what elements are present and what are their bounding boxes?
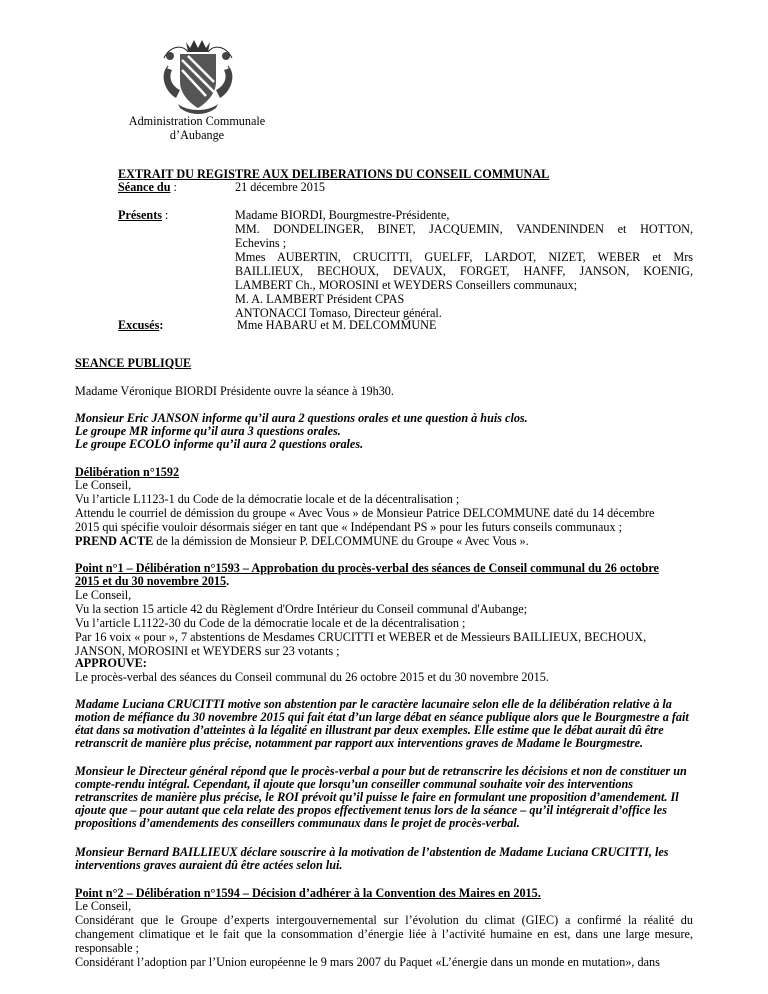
crucitti-line: Madame Luciana CRUCITTI motive son abstention par le caractère lacunaire selon elle de la délibération relative à la (75, 697, 672, 711)
seance-date: 21 décembre 2015 (235, 180, 326, 194)
delib-1592-title: Délibération n°1592 (75, 465, 180, 479)
presents-colon: : (162, 208, 169, 222)
presents-line: LAMBERT Ch., MOROSINI et WEYDERS Conseillers communaux; (235, 278, 578, 292)
seance-label: Séance du (118, 180, 171, 194)
excuses-label: Excusés (118, 318, 160, 332)
presents-line: Echevins ; (235, 236, 287, 250)
point-2-line: changement climatique et le fait que la consommation d’énergie liée à l’activité humaine en est, dans une large mesure, (75, 927, 693, 941)
prend-acte-text: de la démission de Monsieur P. DELCOMMUNE du Groupe « Avec Vous ». (153, 534, 529, 548)
presents-label-line (118, 208, 168, 222)
admin-line-2: d’Aubange (169, 128, 225, 142)
point-1-line: Vu la section 15 article 42 du Règlement d'Ordre Intérieur du Conseil communal d'Aubange; (75, 602, 528, 616)
point-1-line: Par 16 voix « pour », 7 abstentions de Mesdames CRUCITTI et WEBER et de Messieurs BAILLIEUX, BECHOUX, (75, 630, 647, 644)
point-2-line: Considérant que le Groupe d’experts intergouvernemental sur l’évolution du climat (GIEC) a confirmé la réalité du (75, 913, 693, 927)
prend-acte-label: PREND ACTE (75, 534, 154, 548)
opening-line: Madame Véronique BIORDI Présidente ouvre la séance à 19h30. (75, 384, 394, 398)
question-line: Monsieur Eric JANSON informe qu’il aura 2 questions orales et une question à huis clos. (75, 411, 528, 425)
presents-line: MM. DONDELINGER, BINET, JACQUEMIN, VANDENINDEN et HOTTON, (235, 222, 693, 236)
point-1-line: Vu l’article L1122-30 du Code de la démocratie locale et de la décentralisation ; (75, 616, 466, 630)
point-2-line: responsable ; (75, 941, 139, 955)
baillieux-line: interventions graves auraient dû être actées selon lui. (75, 858, 343, 872)
approuve-label: APPROUVE: (75, 656, 147, 670)
question-line: Le groupe MR informe qu’il aura 3 questions orales. (75, 424, 341, 438)
point-2-line: Le Conseil, (75, 899, 132, 913)
delib-1592-line: Le Conseil, (75, 478, 132, 492)
baillieux-line: Monsieur Bernard BAILLIEUX déclare souscrire à la motivation de l’abstention de Madame Luciana CRUCITTI, les (75, 845, 669, 859)
crucitti-line: état dans sa motivation d’atteintes à la légalité en illustrant par deux exemples. Elle estime que le débat aurait dû être (75, 723, 664, 737)
excuses-label-line (118, 318, 163, 332)
presents-line: Mmes AUBERTIN, CRUCITTI, GUELFF, LARDOT, NIZET, WEBER et Mrs (235, 250, 693, 264)
presents-line: ANTONACCI Tomaso, Directeur général. (235, 306, 442, 320)
directeur-line: ajoute que – pour autant que cela relate des propos effectivement tenus lors de la séance – qu’il intégrerait d’office les (75, 803, 667, 817)
excuses-colon: : (159, 318, 164, 332)
prend-acte-line (75, 534, 529, 548)
directeur-line: propositions d’amendements des conseillers communaux dans le projet de procès-verbal. (75, 816, 520, 830)
point-1-line: JANSON, MOROSINI et WEYDERS sur 23 votants ; (75, 644, 340, 658)
point-1-line: Le Conseil, (75, 588, 132, 602)
seance-colon: : (170, 180, 177, 194)
coat-of-arms-logo (158, 38, 238, 116)
presents-label: Présents (118, 208, 162, 222)
question-line: Le groupe ECOLO informe qu’il aura 2 questions orales. (75, 437, 364, 451)
presents-line: BAILLIEUX, BECHOUX, DEVAUX, FORGET, HANFF, JANSON, KOENIG, (235, 264, 693, 278)
delib-1592-line: Vu l’article L1123-1 du Code de la démocratie locale et de la décentralisation ; (75, 492, 460, 506)
directeur-line: compte-rendu intégral. Cependant, il ajoute que lorsqu’un conseiller communal souhaite voir des interventions (75, 777, 633, 791)
delib-1592-line: Attendu le courriel de démission du groupe « Avec Vous » de Monsieur Patrice DELCOMMUNE daté du 14 décembre (75, 506, 655, 520)
excuses-value: Mme HABARU et M. DELCOMMUNE (237, 318, 437, 332)
point-1-title: Point n°1 – Délibération n°1593 – Approbation du procès-verbal des séances de Conseil communal du 26 octobre (75, 561, 659, 575)
admin-line-1: Administration Communale (128, 114, 266, 128)
directeur-line: retranscrites de manière plus précise, le ROI prévoit qu’il puisse le faire en formulant une proposition d’amendement. Il (75, 790, 679, 804)
seance-label-line (118, 180, 177, 194)
seance-publique-heading: SEANCE PUBLIQUE (75, 356, 192, 370)
point-1-title-line-2 (75, 574, 229, 588)
extract-title: EXTRAIT DU REGISTRE AUX DELIBERATIONS DU CONSEIL COMMUNAL (118, 167, 550, 181)
directeur-line: Monsieur le Directeur général répond que le procès-verbal a pour but de retranscrire les décisions et non de constituer un (75, 764, 687, 778)
point-1-title-dates: 2015 et du 30 novembre 2015 (75, 574, 227, 588)
crucitti-line: retranscrit de manière plus précise, notamment par rapport aux interventions graves de Madame le Bourgmestre. (75, 736, 644, 750)
presents-line: Madame BIORDI, Bourgmestre-Présidente, (235, 208, 450, 222)
approuve-text: Le procès-verbal des séances du Conseil communal du 26 octobre 2015 et du 30 novembre 2015. (75, 670, 549, 684)
point-2-title: Point n°2 – Délibération n°1594 – Décision d’adhérer à la Convention des Maires en 2015. (75, 886, 541, 900)
presents-line: M. A. LAMBERT Président CPAS (235, 292, 405, 306)
crucitti-line: motion de méfiance du 30 novembre 2015 qui fait état d’un large débat en séance publique alors que le Bourgmestre a fait (75, 710, 689, 724)
delib-1592-line: 2015 qui spécifie vouloir désormais siéger en tant que « Indépendant PS » pour les futurs conseils communaux ; (75, 520, 622, 534)
point-2-line: Considérant l’adoption par l’Union européenne le 9 mars 2007 du Paquet «L’énergie dans un monde en mutation», dans (75, 955, 660, 969)
point-1-title-end: . (226, 574, 230, 588)
